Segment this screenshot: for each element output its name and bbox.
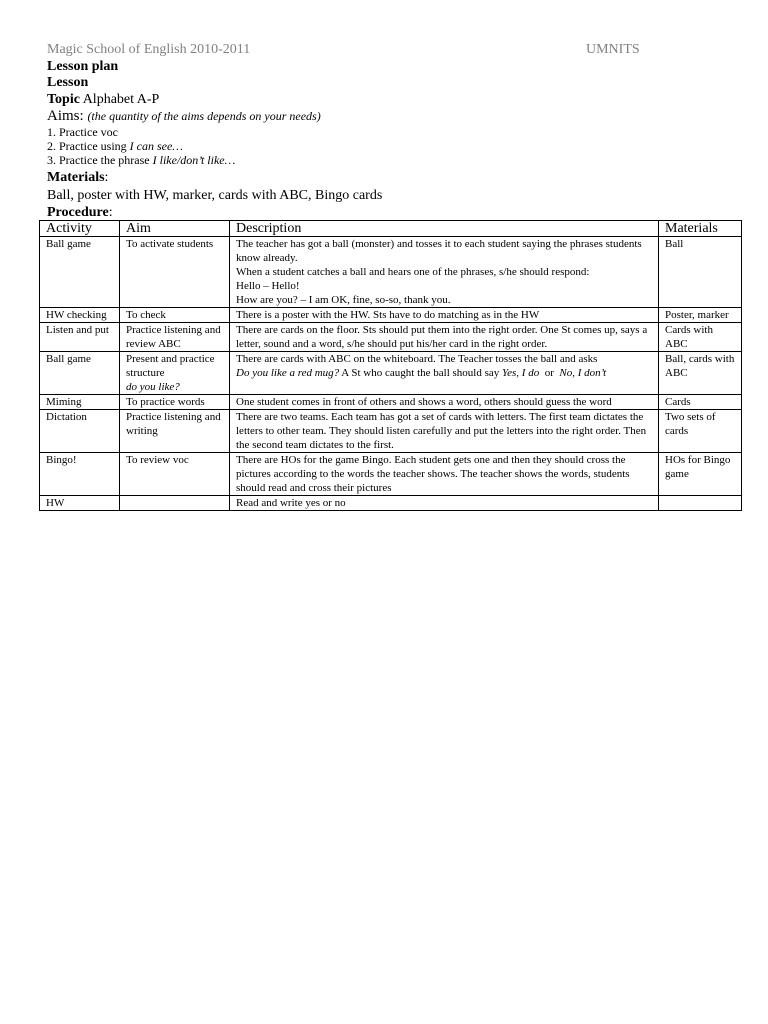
topic-line bbox=[47, 91, 741, 108]
aim-cell: Present and practice structure do you like? bbox=[120, 352, 230, 395]
description-cell: There is a poster with the HW. Sts have to do matching as in the HW bbox=[230, 308, 659, 323]
description-cell: There are cards with ABC on the whiteboard. The Teacher tosses the ball and asks Do you like a red mug? A St who caught the ball should say Yes, I do or No, I don’t bbox=[230, 352, 659, 395]
description-cell: One student comes in front of others and shows a word, others should guess the word bbox=[230, 395, 659, 410]
document-page bbox=[47, 42, 741, 221]
topic-value: Alphabet A-P bbox=[82, 92, 160, 107]
materials-cell: Cards bbox=[659, 395, 742, 410]
column-header-description: Description bbox=[230, 221, 659, 237]
aim-cell: Practice listening and review ABC bbox=[120, 323, 230, 352]
aim-item: 3. Practice the phrase I like/don’t like… bbox=[47, 153, 236, 167]
aim-item: 1. Practice voc bbox=[47, 125, 118, 139]
table-row bbox=[40, 308, 742, 323]
document-header bbox=[47, 42, 741, 59]
description-cell: There are two teams. Each team has got a set of cards with letters. The first team dictates the letters to other team. They should listen carefully and put the letters into the right order. Then the second team dictates to the first. bbox=[230, 410, 659, 453]
column-header-materials: Materials bbox=[659, 221, 742, 237]
procedure-table bbox=[39, 220, 742, 511]
activity-cell: Miming bbox=[40, 395, 120, 410]
materials-cell: HOs for Bingo game bbox=[659, 453, 742, 496]
activity-cell: Bingo! bbox=[40, 453, 120, 496]
topic-label: Topic bbox=[47, 92, 80, 107]
table-row bbox=[40, 237, 742, 308]
materials-cell: Ball, cards with ABC bbox=[659, 352, 742, 395]
table-row bbox=[40, 323, 742, 352]
aim-cell: To practice words bbox=[120, 395, 230, 410]
table-row bbox=[40, 496, 742, 511]
table-row bbox=[40, 453, 742, 496]
table-row bbox=[40, 352, 742, 395]
school-name: Magic School of English 2010-2011 bbox=[47, 42, 251, 57]
aim-cell: Practice listening and writing bbox=[120, 410, 230, 453]
activity-cell: HW checking bbox=[40, 308, 120, 323]
activity-cell: Ball game bbox=[40, 237, 120, 308]
materials-list: Ball, poster with HW, marker, cards with ABC, Bingo cards bbox=[47, 188, 383, 203]
column-header-aim: Aim bbox=[120, 221, 230, 237]
table-row bbox=[40, 395, 742, 410]
materials-cell bbox=[659, 496, 742, 511]
aim-item: 2. Practice using I can see… bbox=[47, 139, 183, 153]
materials-cell: Poster, marker bbox=[659, 308, 742, 323]
aim-cell: To review voc bbox=[120, 453, 230, 496]
aim-cell bbox=[120, 496, 230, 511]
description-cell: Read and write yes or no bbox=[230, 496, 659, 511]
aims-note: (the quantity of the aims depends on your needs) bbox=[87, 109, 321, 123]
activity-cell: HW bbox=[40, 496, 120, 511]
column-header-activity: Activity bbox=[40, 221, 120, 237]
activity-cell: Ball game bbox=[40, 352, 120, 395]
materials-cell: Cards with ABC bbox=[659, 323, 742, 352]
aims-label: Aims: bbox=[47, 108, 84, 124]
activity-cell: Dictation bbox=[40, 410, 120, 453]
lesson-heading: Lesson bbox=[47, 75, 89, 90]
description-cell: There are HOs for the game Bingo. Each student gets one and then they should cross the pictures according to the words the teacher shows. The teacher shows the words, students should read and cross their pictures bbox=[230, 453, 659, 496]
lesson-plan-heading: Lesson plan bbox=[47, 59, 119, 74]
materials-cell: Two sets of cards bbox=[659, 410, 742, 453]
materials-cell: Ball bbox=[659, 237, 742, 308]
activity-cell: Listen and put bbox=[40, 323, 120, 352]
description-cell: The teacher has got a ball (monster) and tosses it to each student saying the phrases students know already. When a student catches a ball and hears one of the phrases, s/he should respond: Hello – Hello! How are you? – I am OK, fine, so-so, thank you. bbox=[230, 237, 659, 308]
table-row bbox=[40, 410, 742, 453]
aim-cell: To activate students bbox=[120, 237, 230, 308]
procedure-heading: Procedure: bbox=[47, 205, 113, 220]
description-cell: There are cards on the floor. Sts should put them into the right order. One St comes up, says a letter, sound and a word, s/he should put his/her card in the right order. bbox=[230, 323, 659, 352]
aims-line bbox=[47, 108, 741, 125]
materials-heading: Materials: bbox=[47, 170, 109, 185]
organization-name: UMNITS bbox=[586, 42, 640, 57]
aim-cell: To check bbox=[120, 308, 230, 323]
table-header-row bbox=[40, 221, 742, 237]
